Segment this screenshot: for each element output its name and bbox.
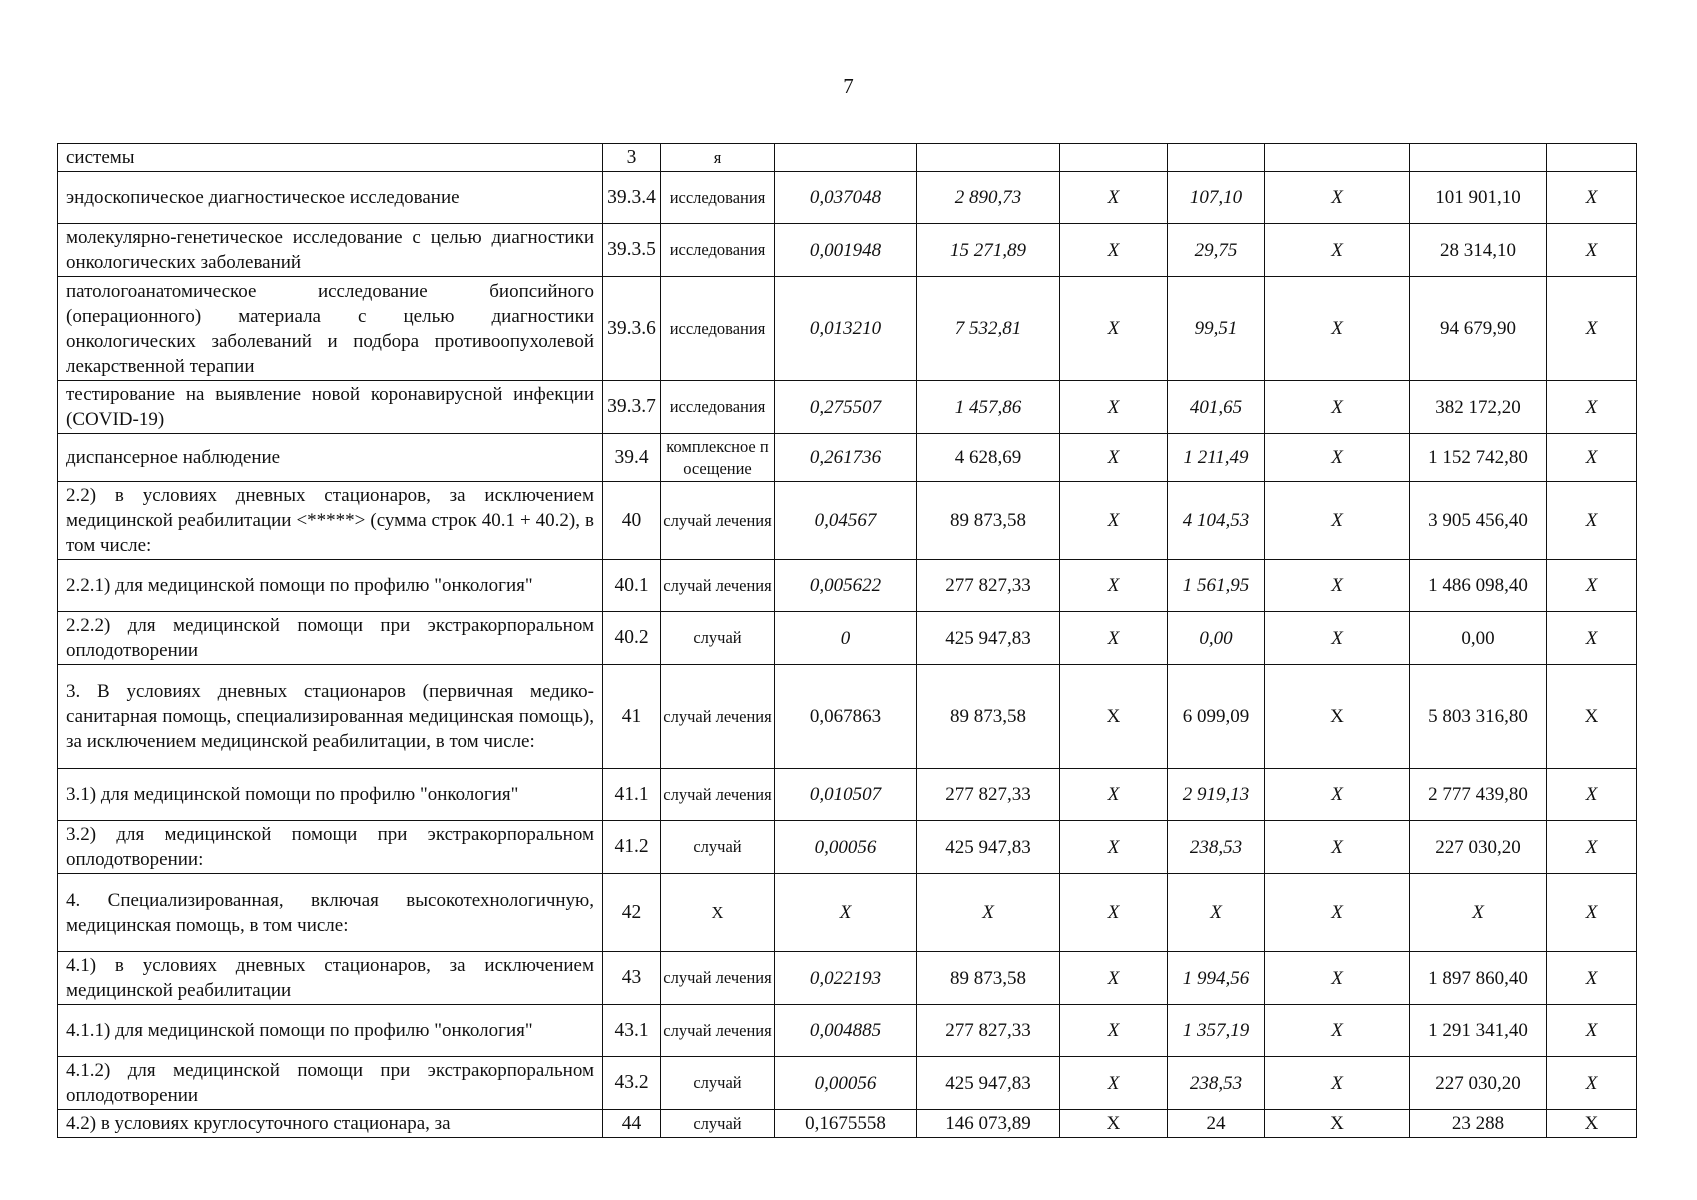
table-row [58, 277, 1637, 381]
table-row [58, 769, 1637, 821]
row-name: 4.1) в условиях дневных стационаров, за исключением медицинской реабилитации [58, 952, 603, 1005]
unit-cell: случай [661, 1110, 775, 1138]
value-cell-5: X [1265, 560, 1410, 612]
value-cell-5: X [1265, 482, 1410, 560]
unit-cell: случай лечения [661, 482, 775, 560]
page-number: 7 [843, 74, 854, 98]
total-cell: 101 901,10 [1410, 172, 1547, 224]
cost-cell: 425 947,83 [917, 1057, 1060, 1110]
table-row [58, 381, 1637, 434]
row-name: 2.2.1) для медицинской помощи по профилю "онкология" [58, 560, 603, 612]
unit-cell: исследования [661, 381, 775, 434]
value-cell-7: X [1547, 482, 1637, 560]
value-cell-3: X [1060, 874, 1168, 952]
table-row [58, 952, 1637, 1005]
value-cell-3: X [1060, 172, 1168, 224]
cost-cell: 277 827,33 [917, 1005, 1060, 1057]
value-cell-4: 29,75 [1168, 224, 1265, 277]
cost-cell: 146 073,89 [917, 1110, 1060, 1138]
norm-cell [775, 144, 917, 172]
total-cell: 382 172,20 [1410, 381, 1547, 434]
table-row [58, 821, 1637, 874]
row-number: 40.2 [603, 612, 661, 665]
norm-cell: 0,1675558 [775, 1110, 917, 1138]
total-cell: 23 288 [1410, 1110, 1547, 1138]
value-cell-7: X [1547, 1057, 1637, 1110]
value-cell-7 [1547, 144, 1637, 172]
norm-cell: 0,04567 [775, 482, 917, 560]
total-cell: 2 777 439,80 [1410, 769, 1547, 821]
total-cell: 1 897 860,40 [1410, 952, 1547, 1005]
unit-cell: я [661, 144, 775, 172]
value-cell-3: X [1060, 277, 1168, 381]
row-number: 3 [603, 144, 661, 172]
value-cell-7: X [1547, 769, 1637, 821]
row-name: 4. Специализированная, включая высокотехнологичную, медицинская помощь, в том числе: [58, 874, 603, 952]
value-cell-5: X [1265, 952, 1410, 1005]
cost-cell: 277 827,33 [917, 560, 1060, 612]
value-cell-4: 1 994,56 [1168, 952, 1265, 1005]
value-cell-7: X [1547, 952, 1637, 1005]
value-cell-5: X [1265, 821, 1410, 874]
cost-cell: X [917, 874, 1060, 952]
table-row [58, 560, 1637, 612]
value-cell-4: 1 357,19 [1168, 1005, 1265, 1057]
value-cell-4 [1168, 144, 1265, 172]
value-cell-7: X [1547, 665, 1637, 769]
table-row [58, 144, 1637, 172]
value-cell-7: X [1547, 821, 1637, 874]
row-number: 42 [603, 874, 661, 952]
row-number: 41.1 [603, 769, 661, 821]
value-cell-7: X [1547, 434, 1637, 482]
value-cell-3: X [1060, 434, 1168, 482]
unit-cell: случай лечения [661, 560, 775, 612]
row-name: 3. В условиях дневных стационаров (первичная медико-санитарная помощь, специализированная медицинская помощь), за исключением медицинской реабилитации, в том числе: [58, 665, 603, 769]
value-cell-4: 401,65 [1168, 381, 1265, 434]
row-number: 40 [603, 482, 661, 560]
unit-cell: случай [661, 1057, 775, 1110]
cost-cell: 15 271,89 [917, 224, 1060, 277]
row-number: 39.4 [603, 434, 661, 482]
cost-cell: 89 873,58 [917, 665, 1060, 769]
unit-cell: случай [661, 821, 775, 874]
total-cell: 1 291 341,40 [1410, 1005, 1547, 1057]
cost-cell: 425 947,83 [917, 821, 1060, 874]
cost-cell: 89 873,58 [917, 952, 1060, 1005]
cost-cell: 2 890,73 [917, 172, 1060, 224]
row-number: 39.3.4 [603, 172, 661, 224]
row-name: 2.2) в условиях дневных стационаров, за исключением медицинской реабилитации <*****> (сумма строк 40.1 + 40.2), в том числе: [58, 482, 603, 560]
row-name: тестирование на выявление новой коронавирусной инфекции (COVID-19) [58, 381, 603, 434]
total-cell: 1 152 742,80 [1410, 434, 1547, 482]
row-number: 39.3.7 [603, 381, 661, 434]
value-cell-3: X [1060, 665, 1168, 769]
norm-cell: 0,00056 [775, 1057, 917, 1110]
norm-cell: 0,275507 [775, 381, 917, 434]
unit-cell: случай лечения [661, 665, 775, 769]
table-body [58, 144, 1637, 1138]
value-cell-7: X [1547, 1005, 1637, 1057]
value-cell-3: X [1060, 821, 1168, 874]
value-cell-5: X [1265, 224, 1410, 277]
value-cell-7: X [1547, 1110, 1637, 1138]
value-cell-7: X [1547, 381, 1637, 434]
value-cell-4: X [1168, 874, 1265, 952]
row-name: 3.2) для медицинской помощи при экстракорпоральном оплодотворении: [58, 821, 603, 874]
row-number: 44 [603, 1110, 661, 1138]
table-row [58, 1057, 1637, 1110]
row-name: 3.1) для медицинской помощи по профилю "онкология" [58, 769, 603, 821]
table-row [58, 1110, 1637, 1138]
table-row [58, 172, 1637, 224]
unit-cell: случай лечения [661, 952, 775, 1005]
value-cell-4: 4 104,53 [1168, 482, 1265, 560]
value-cell-7: X [1547, 874, 1637, 952]
cost-cell: 4 628,69 [917, 434, 1060, 482]
total-cell: 0,00 [1410, 612, 1547, 665]
unit-cell: X [661, 874, 775, 952]
value-cell-3: X [1060, 1110, 1168, 1138]
value-cell-3: X [1060, 224, 1168, 277]
norm-cell: 0,004885 [775, 1005, 917, 1057]
value-cell-4: 1 211,49 [1168, 434, 1265, 482]
value-cell-3: X [1060, 1057, 1168, 1110]
cost-cell: 1 457,86 [917, 381, 1060, 434]
value-cell-4: 238,53 [1168, 1057, 1265, 1110]
value-cell-7: X [1547, 172, 1637, 224]
value-cell-3: X [1060, 560, 1168, 612]
total-cell: 94 679,90 [1410, 277, 1547, 381]
norm-cell: 0,067863 [775, 665, 917, 769]
value-cell-3: X [1060, 1005, 1168, 1057]
value-cell-4: 2 919,13 [1168, 769, 1265, 821]
total-cell [1410, 144, 1547, 172]
total-cell: 5 803 316,80 [1410, 665, 1547, 769]
table-row [58, 665, 1637, 769]
norm-cell: 0,00056 [775, 821, 917, 874]
value-cell-7: X [1547, 612, 1637, 665]
value-cell-5: X [1265, 665, 1410, 769]
unit-cell: случай лечения [661, 769, 775, 821]
value-cell-5: X [1265, 1057, 1410, 1110]
row-name: системы [58, 144, 603, 172]
value-cell-5 [1265, 144, 1410, 172]
norm-cell: 0,013210 [775, 277, 917, 381]
row-name: диспансерное наблюдение [58, 434, 603, 482]
norm-cell: 0,005622 [775, 560, 917, 612]
cost-cell: 425 947,83 [917, 612, 1060, 665]
value-cell-4: 0,00 [1168, 612, 1265, 665]
value-cell-3: X [1060, 952, 1168, 1005]
row-number: 41.2 [603, 821, 661, 874]
unit-cell: исследования [661, 172, 775, 224]
table-row [58, 224, 1637, 277]
row-number: 39.3.5 [603, 224, 661, 277]
row-name: 4.2) в условиях круглосуточного стационара, за [58, 1110, 603, 1138]
value-cell-4: 1 561,95 [1168, 560, 1265, 612]
unit-cell: случай [661, 612, 775, 665]
unit-cell: комплексное посещение [661, 434, 775, 482]
cost-cell: 7 532,81 [917, 277, 1060, 381]
table-row [58, 612, 1637, 665]
value-cell-4: 99,51 [1168, 277, 1265, 381]
table-row [58, 482, 1637, 560]
total-cell: 28 314,10 [1410, 224, 1547, 277]
total-cell: 227 030,20 [1410, 1057, 1547, 1110]
total-cell: 227 030,20 [1410, 821, 1547, 874]
value-cell-5: X [1265, 874, 1410, 952]
row-number: 43 [603, 952, 661, 1005]
value-cell-5: X [1265, 277, 1410, 381]
row-number: 43.2 [603, 1057, 661, 1110]
norm-cell: 0,010507 [775, 769, 917, 821]
value-cell-4: 24 [1168, 1110, 1265, 1138]
row-number: 40.1 [603, 560, 661, 612]
value-cell-3: X [1060, 381, 1168, 434]
table-row [58, 1005, 1637, 1057]
total-cell: 1 486 098,40 [1410, 560, 1547, 612]
value-cell-3 [1060, 144, 1168, 172]
total-cell: 3 905 456,40 [1410, 482, 1547, 560]
row-name: патологоанатомическое исследование биопсийного (операционного) материала с целью диагностики онкологических заболеваний и подбора противоопухолевой лекарственной терапии [58, 277, 603, 381]
row-number: 39.3.6 [603, 277, 661, 381]
table-row [58, 874, 1637, 952]
value-cell-5: X [1265, 434, 1410, 482]
unit-cell: исследования [661, 224, 775, 277]
value-cell-3: X [1060, 612, 1168, 665]
value-cell-4: 6 099,09 [1168, 665, 1265, 769]
value-cell-5: X [1265, 172, 1410, 224]
value-cell-7: X [1547, 560, 1637, 612]
cost-cell: 277 827,33 [917, 769, 1060, 821]
row-number: 43.1 [603, 1005, 661, 1057]
norm-cell: 0,022193 [775, 952, 917, 1005]
row-name: молекулярно-генетическое исследование с целью диагностики онкологических заболеваний [58, 224, 603, 277]
row-number: 41 [603, 665, 661, 769]
value-cell-4: 238,53 [1168, 821, 1265, 874]
value-cell-7: X [1547, 224, 1637, 277]
norm-cell: 0 [775, 612, 917, 665]
cost-cell: 89 873,58 [917, 482, 1060, 560]
table-row [58, 434, 1637, 482]
value-cell-3: X [1060, 482, 1168, 560]
row-name: эндоскопическое диагностическое исследование [58, 172, 603, 224]
data-table [57, 143, 1637, 1138]
value-cell-5: X [1265, 612, 1410, 665]
value-cell-3: X [1060, 769, 1168, 821]
value-cell-5: X [1265, 381, 1410, 434]
norm-cell: 0,001948 [775, 224, 917, 277]
norm-cell: X [775, 874, 917, 952]
row-name: 4.1.1) для медицинской помощи по профилю "онкология" [58, 1005, 603, 1057]
norm-cell: 0,037048 [775, 172, 917, 224]
value-cell-5: X [1265, 1110, 1410, 1138]
unit-cell: случай лечения [661, 1005, 775, 1057]
value-cell-5: X [1265, 1005, 1410, 1057]
value-cell-7: X [1547, 277, 1637, 381]
value-cell-4: 107,10 [1168, 172, 1265, 224]
unit-cell: исследования [661, 277, 775, 381]
total-cell: X [1410, 874, 1547, 952]
row-name: 4.1.2) для медицинской помощи при экстракорпоральном оплодотворении [58, 1057, 603, 1110]
row-name: 2.2.2) для медицинской помощи при экстракорпоральном оплодотворении [58, 612, 603, 665]
cost-cell [917, 144, 1060, 172]
value-cell-5: X [1265, 769, 1410, 821]
norm-cell: 0,261736 [775, 434, 917, 482]
